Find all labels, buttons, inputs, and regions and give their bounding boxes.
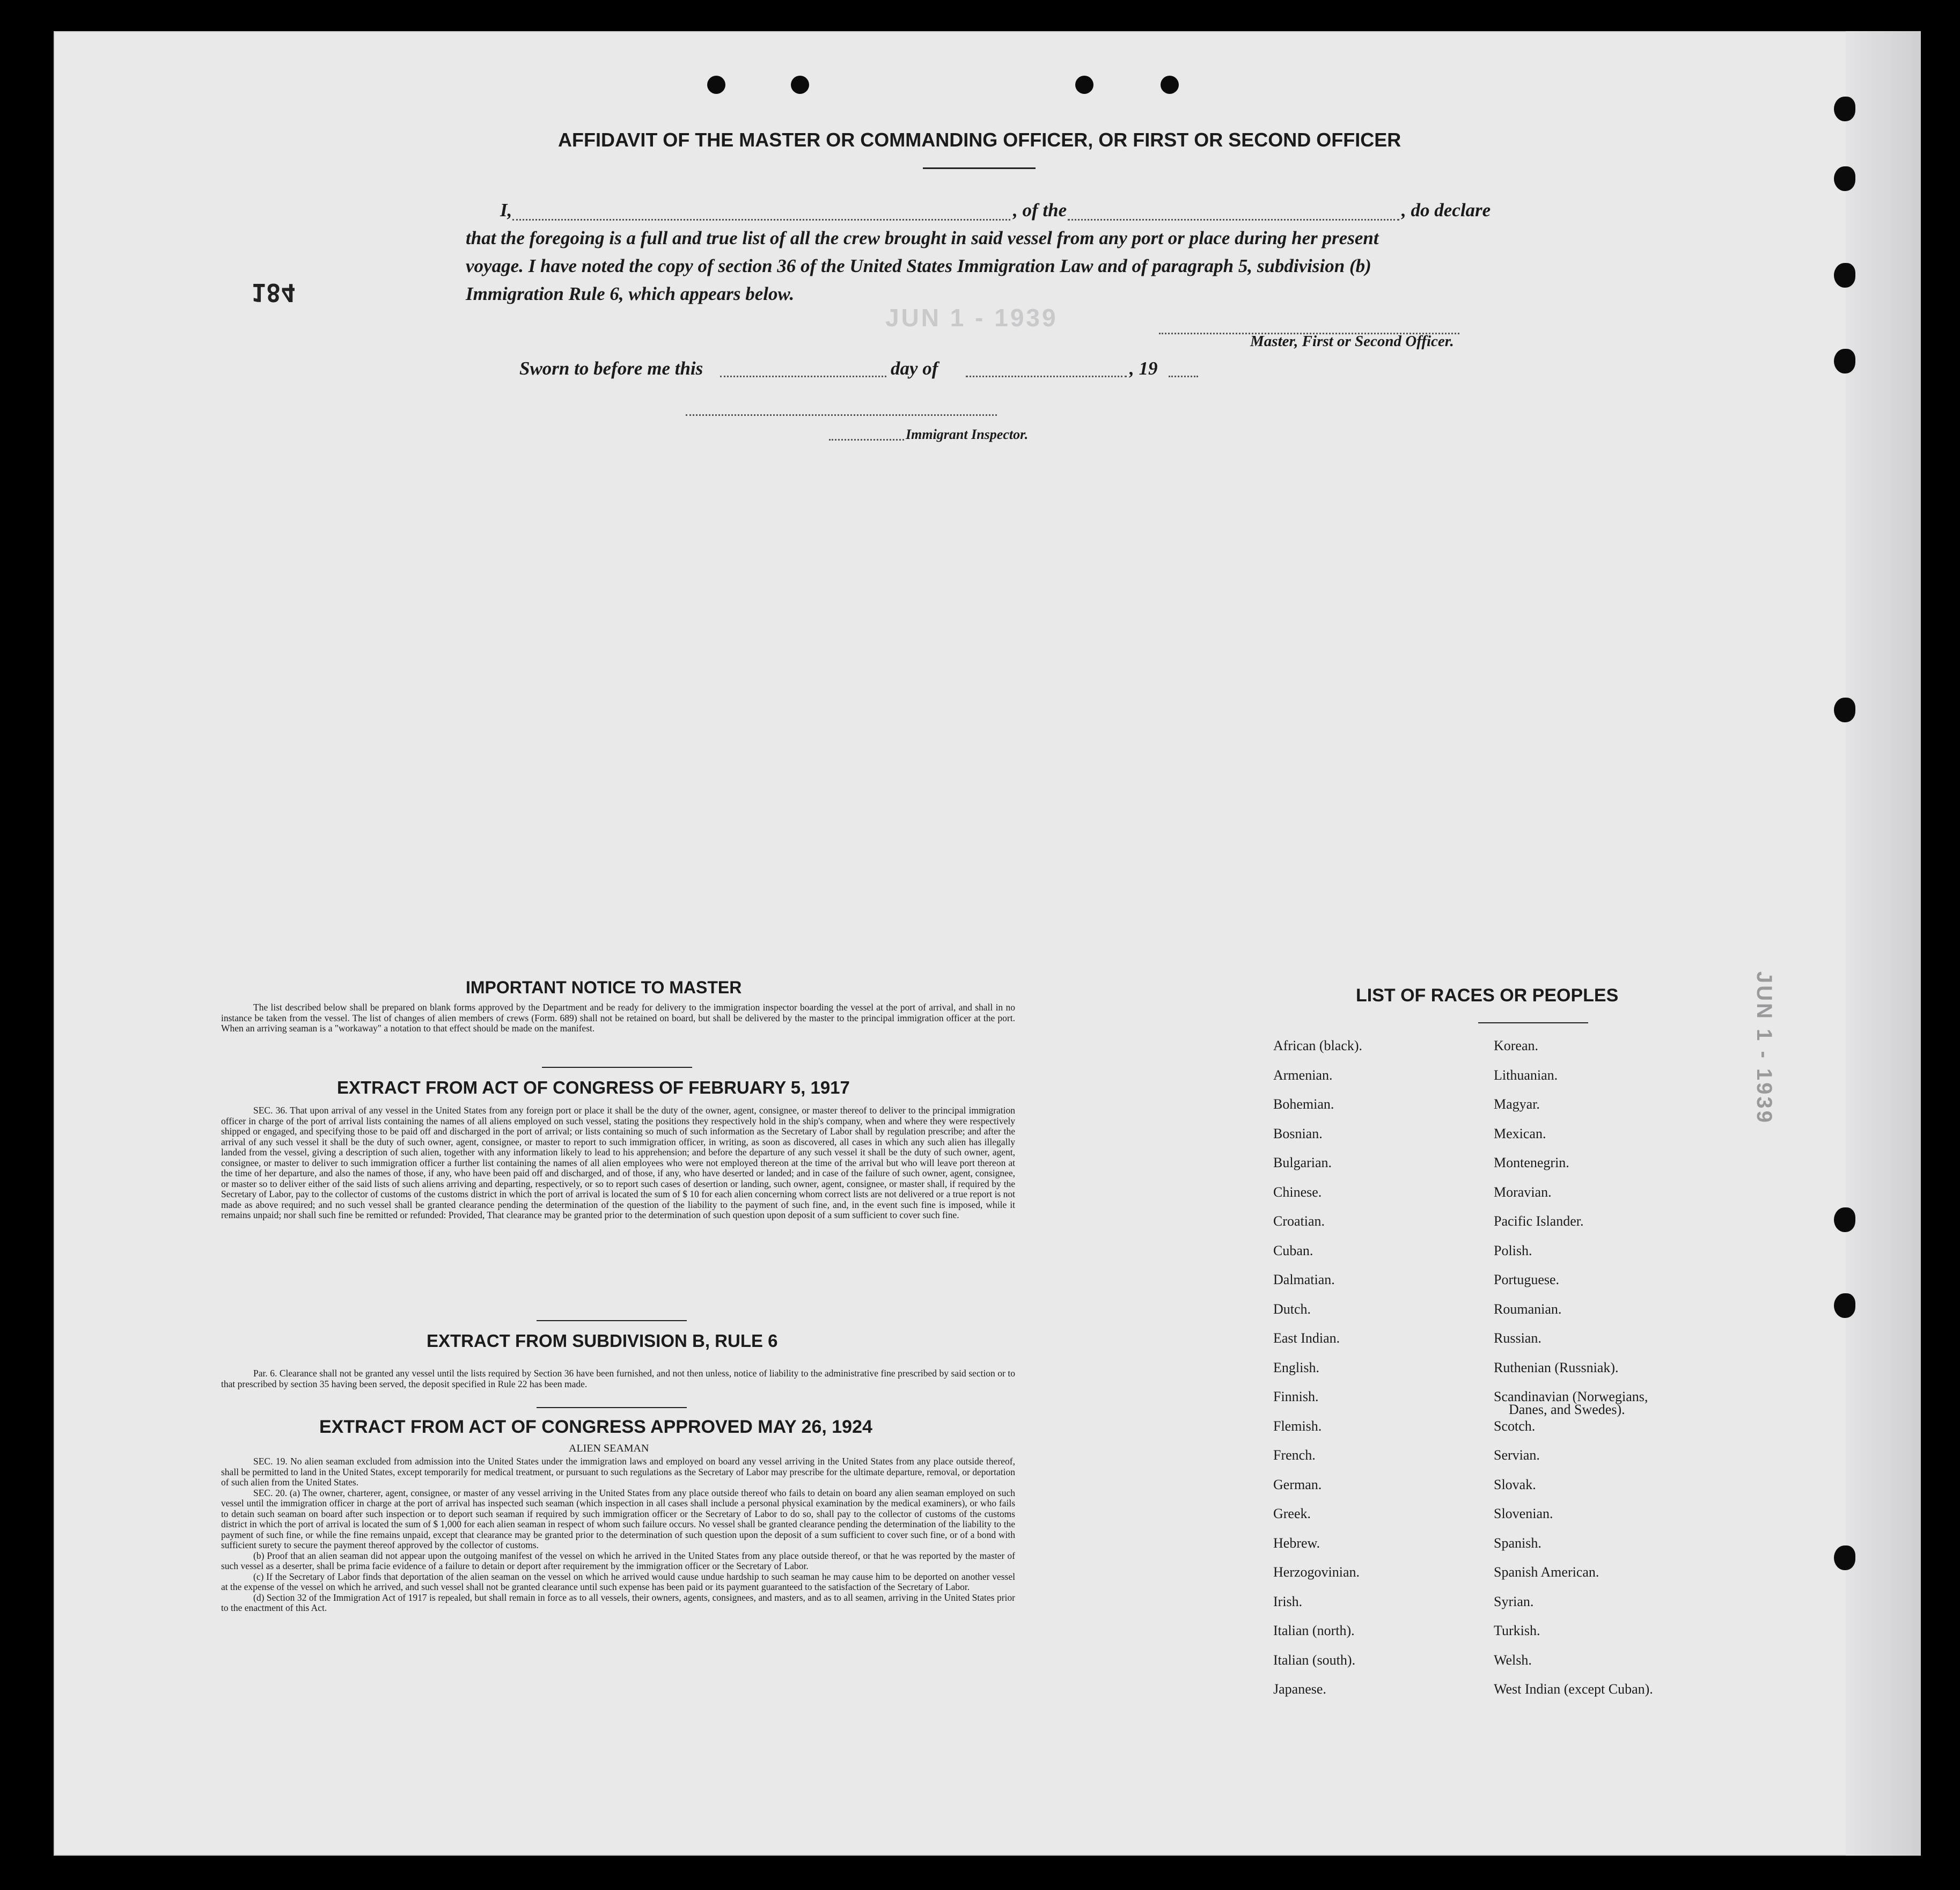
punch-hole-icon (707, 76, 725, 94)
race-item: West Indian (except Cuban). (1494, 1681, 1653, 1697)
inspector-signature-field[interactable] (686, 414, 997, 416)
race-item: Italian (north). (1273, 1623, 1355, 1638)
sheet-edge-shadow (1846, 31, 1921, 1856)
race-item: Bosnian. (1273, 1125, 1323, 1141)
edge-hole-icon (1834, 698, 1855, 722)
sec20c-text: (c) If the Secretary of Labor finds that deportation of the alien seaman on the vessel on which he arrived would cause undue hardship to such seaman he may cause him to be deported on another vessel at the expense of the vessel on which he arrived, and such vessel shall not be granted clearance until such expense has been paid or its payment guaranteed to the satisfaction of the Secretary of Labor. (221, 1571, 1015, 1592)
race-item: Herzogovinian. (1273, 1564, 1360, 1580)
edge-hole-icon (1834, 1207, 1855, 1232)
edge-hole-icon (1834, 263, 1855, 288)
race-item: Slovak. (1494, 1476, 1536, 1492)
stamp-date-ghost: JUN 1 - 1939 (885, 304, 1058, 332)
race-item: Italian (south). (1273, 1652, 1356, 1668)
race-item: Spanish American. (1494, 1564, 1599, 1580)
punch-hole-icon (791, 76, 809, 94)
affidavit-line-3: voyage. I have noted the copy of section 36 of the United States Immigration Law and of paragraph 5, subdivision (b) (466, 255, 1371, 276)
affidavit-line-2: that the foregoing is a full and true list of all the crew brought in said vessel from any port or place during her present (466, 228, 1379, 248)
section-rule (537, 1320, 687, 1321)
day-of-label: day of (891, 358, 938, 379)
race-item: Turkish. (1494, 1623, 1540, 1638)
vessel-field[interactable] (1068, 219, 1399, 221)
race-item: Russian. (1494, 1330, 1541, 1346)
sworn-month-field[interactable] (966, 376, 1127, 377)
race-item: Japanese. (1273, 1681, 1326, 1697)
race-item: Pacific Islander. (1494, 1213, 1584, 1229)
race-item: English. (1273, 1359, 1319, 1375)
sec20a-text: SEC. 20. (a) The owner, charterer, agent, consignee, or master of any vessel arriving in the United States from any place outside thereof who fails to detain on board any alien seaman employed on such vessel until the immigration officer in charge at the port of arrival has inspected such seaman (which inspection in all cases shall include a personal physical examination by the medical examiners), or who fails to detain such seaman on board after such inspection or to deport such seaman if required by such immigration officer or the Secretary of Labor to do so, shall pay to the collector of customs of the customs district in which the port of arrival is located the sum of $ 1,000 for each alien seaman in respect of whom such failure occurs. No vessel shall be granted clearance pending the determination of the liability to the payment of such fine, or while the fine remains unpaid, except that clearance may be granted prior to the determination of such question upon the deposit of a sum sufficient to cover such fine, or of a bond with sufficient surety to secure the payment thereof approved by the collector of customs. (221, 1487, 1015, 1550)
race-item: Syrian. (1494, 1593, 1534, 1609)
race-item: Roumanian. (1494, 1301, 1562, 1317)
races-heading: LIST OF RACES OR PEOPLES (1356, 985, 1619, 1006)
notice-body (221, 1002, 1015, 1034)
sworn-day-field[interactable] (720, 376, 886, 377)
races-heading-rule (1478, 1022, 1588, 1023)
race-item: Scotch. (1494, 1418, 1536, 1434)
race-item: Bohemian. (1273, 1096, 1334, 1112)
race-item: Spanish. (1494, 1535, 1541, 1551)
race-item: Irish. (1273, 1593, 1303, 1609)
inspector-label: Immigrant Inspector. (906, 427, 1029, 442)
race-item: Polish. (1494, 1242, 1532, 1258)
edge-hole-icon (1834, 349, 1855, 373)
affiant-name-field[interactable] (512, 219, 1010, 221)
master-signature-label: Master, First or Second Officer. (1250, 333, 1454, 350)
affidavit-heading: AFFIDAVIT OF THE MASTER OR COMMANDING OFFICER, OR FIRST OR SECOND OFFICER (558, 129, 1401, 151)
race-item: Finnish. (1273, 1389, 1319, 1404)
notice-heading: IMPORTANT NOTICE TO MASTER (466, 978, 742, 997)
race-item: Dutch. (1273, 1301, 1311, 1317)
sec20b-text: (b) Proof that an alien seaman did not appear upon the outgoing manifest of the vessel on which he arrived in the United States from any place outside thereof, or that he was reported by the master of such vessel as a deserter, shall be prima facie evidence of a failure to detain or deport after requirement by the immigration officer or the Secretary of Labor. (221, 1550, 1015, 1571)
race-item: Moravian. (1494, 1184, 1552, 1200)
extract-rule6-body (221, 1368, 1015, 1389)
side-stamp-date: JUN 1 - 1939 (1752, 971, 1776, 1125)
edge-hole-icon (1834, 1293, 1855, 1318)
extract-1917-body (221, 1105, 1015, 1221)
affiant-i-label: I, (500, 200, 512, 221)
edge-hole-icon (1834, 1545, 1855, 1570)
race-item-scandinavian-cont: Danes, and Swedes). (1509, 1402, 1625, 1417)
race-item: East Indian. (1273, 1330, 1340, 1346)
race-item: Hebrew. (1273, 1535, 1320, 1551)
extract-rule6-heading: EXTRACT FROM SUBDIVISION B, RULE 6 (427, 1331, 778, 1351)
race-item: Flemish. (1273, 1418, 1322, 1434)
race-item: Croatian. (1273, 1213, 1325, 1229)
race-item: Mexican. (1494, 1125, 1546, 1141)
race-item: African (black). (1273, 1038, 1363, 1053)
race-item: Scandinavian (Norwegians, (1494, 1389, 1648, 1404)
race-item: Cuban. (1273, 1242, 1313, 1258)
sec19-text: SEC. 19. No alien seaman excluded from admission into the United States under the immigration laws and employed on board any vessel arriving in the United States from any place outside thereof, shall be permitted to land in the United States, except temporarily for medical treatment, or pursuant to such regulations as the Secretary of Labor may prescribe for the ultimate departure, removal, or deportation of such alien from the United States. (221, 1456, 1015, 1488)
race-item: French. (1273, 1447, 1316, 1463)
race-item: Bulgarian. (1273, 1155, 1332, 1170)
section-rule (542, 1067, 692, 1068)
notice-text: The list described below shall be prepared on blank forms approved by the Department and be ready for delivery to the immigration inspector boarding the vessel at the port of arrival, and shall in no instance be taken from the vessel. The list of changes of alien members of crews (Form. 689) shall not be retained on board, but shall be delivered by the master to the principal immigration officer at the port. When an arriving seaman is a "workaway" a notation to that effect should be made on the manifest. (221, 1002, 1015, 1034)
of-the-label: , of the (1013, 200, 1067, 221)
sworn-year-field[interactable] (1169, 376, 1198, 377)
extract-rule6-text: Par. 6. Clearance shall not be granted any vessel until the lists required by Section 36 have been furnished, and not then unless, notice of liability to the administrative fine prescribed by said section or to that prescribed by section 35 having been served, the deposit specified in Rule 22 has been made. (221, 1368, 1015, 1389)
race-item: Portuguese. (1494, 1272, 1560, 1287)
heading-rule (923, 167, 1036, 169)
affidavit-line-4: Immigration Rule 6, which appears below. (466, 283, 795, 304)
race-item: Magyar. (1494, 1096, 1540, 1112)
extract-1917-text: SEC. 36. That upon arrival of any vessel in the United States from any foreign port or place it shall be the duty of the owner, agent, consignee, or master thereof to deliver to the principal immigration officer in charge of the port of arrival lists containing the names of all aliens employed on such vessel, stating the positions they respectively hold in the ship's company, when and where they were respectively shipped or engaged, and specifying those to be paid off and discharged in the port of arrival; or lists containing so much of such information as the Secretary of Labor shall by regulation prescribe; and after the arrival of any such vessel it shall be the duty of such owner, agent, consignee, or master to report to such immigration officer, in writing, as soon as discovered, all cases in which any such alien has illegally landed from the vessel, giving a description of such alien, together with any information likely to lead to his apprehension; and before the departure of any such vessel it shall be the duty of such owner, agent, consignee, or master to deliver to such immigration officer a further list containing the names of all alien employees who were not employed thereon at the time of the arrival but who will leave port thereon at the time of her departure, and also the names of those, if any, who have been paid off and discharged, and of those, if any, who have deserted or landed; and in case of the failure of such owner, agent, consignee, or master so to deliver either of the said lists of such aliens arriving and departing, respectively, or so to report such cases of desertion or landing, such owner, agent, consignee, or master shall, if required by the Secretary of Labor, pay to the collector of customs of the customs district in which the port of arrival is located the sum of $ 10 for each alien concerning whom correct lists are not delivered or a true report is not made as above required; and no such vessel shall be granted clearance pending the determination of the question of the liability to the payment of such fine, and, in the event such fine is imposed, while it remains unpaid; nor shall such fine be remitted or refunded: Provided, That clearance may be granted prior to the determination of such question upon deposit of a sum sufficient to cover such fine. (221, 1105, 1015, 1220)
race-item: Servian. (1494, 1447, 1540, 1463)
race-item: German. (1273, 1476, 1322, 1492)
declare-label: , do declare (1401, 200, 1491, 221)
race-item: Korean. (1494, 1038, 1539, 1053)
edge-hole-icon (1834, 97, 1855, 121)
race-item: Chinese. (1273, 1184, 1322, 1200)
punch-hole-icon (1075, 76, 1093, 94)
section-rule (537, 1407, 687, 1408)
alien-seaman-subheading: ALIEN SEAMAN (569, 1442, 649, 1454)
sec20d-text: (d) Section 32 of the Immigration Act of 1917 is repealed, but shall remain in force as to all vessels, their owners, agents, consignees, and masters, and as to all seamen, arriving in the United States prior to the enactment of this Act. (221, 1592, 1015, 1613)
edge-hole-icon (1834, 166, 1855, 191)
handwritten-number: 184 (251, 278, 296, 307)
extract-1924-body (221, 1456, 1015, 1614)
inspector-lead-dots (829, 439, 904, 441)
race-item: Slovenian. (1494, 1506, 1553, 1521)
extract-1924-heading: EXTRACT FROM ACT OF CONGRESS APPROVED MAY 26, 1924 (319, 1417, 872, 1437)
race-item: Dalmatian. (1273, 1272, 1335, 1287)
race-item: Armenian. (1273, 1067, 1333, 1083)
race-item: Montenegrin. (1494, 1155, 1569, 1170)
year-label: , 19 (1129, 358, 1158, 379)
extract-1917-heading: EXTRACT FROM ACT OF CONGRESS OF FEBRUARY 5, 1917 (337, 1078, 850, 1097)
race-item: Greek. (1273, 1506, 1311, 1521)
race-item: Ruthenian (Russniak). (1494, 1359, 1619, 1375)
punch-hole-icon (1161, 76, 1179, 94)
sworn-label: Sworn to before me this (519, 358, 703, 379)
race-item: Welsh. (1494, 1652, 1532, 1668)
race-item: Lithuanian. (1494, 1067, 1558, 1083)
